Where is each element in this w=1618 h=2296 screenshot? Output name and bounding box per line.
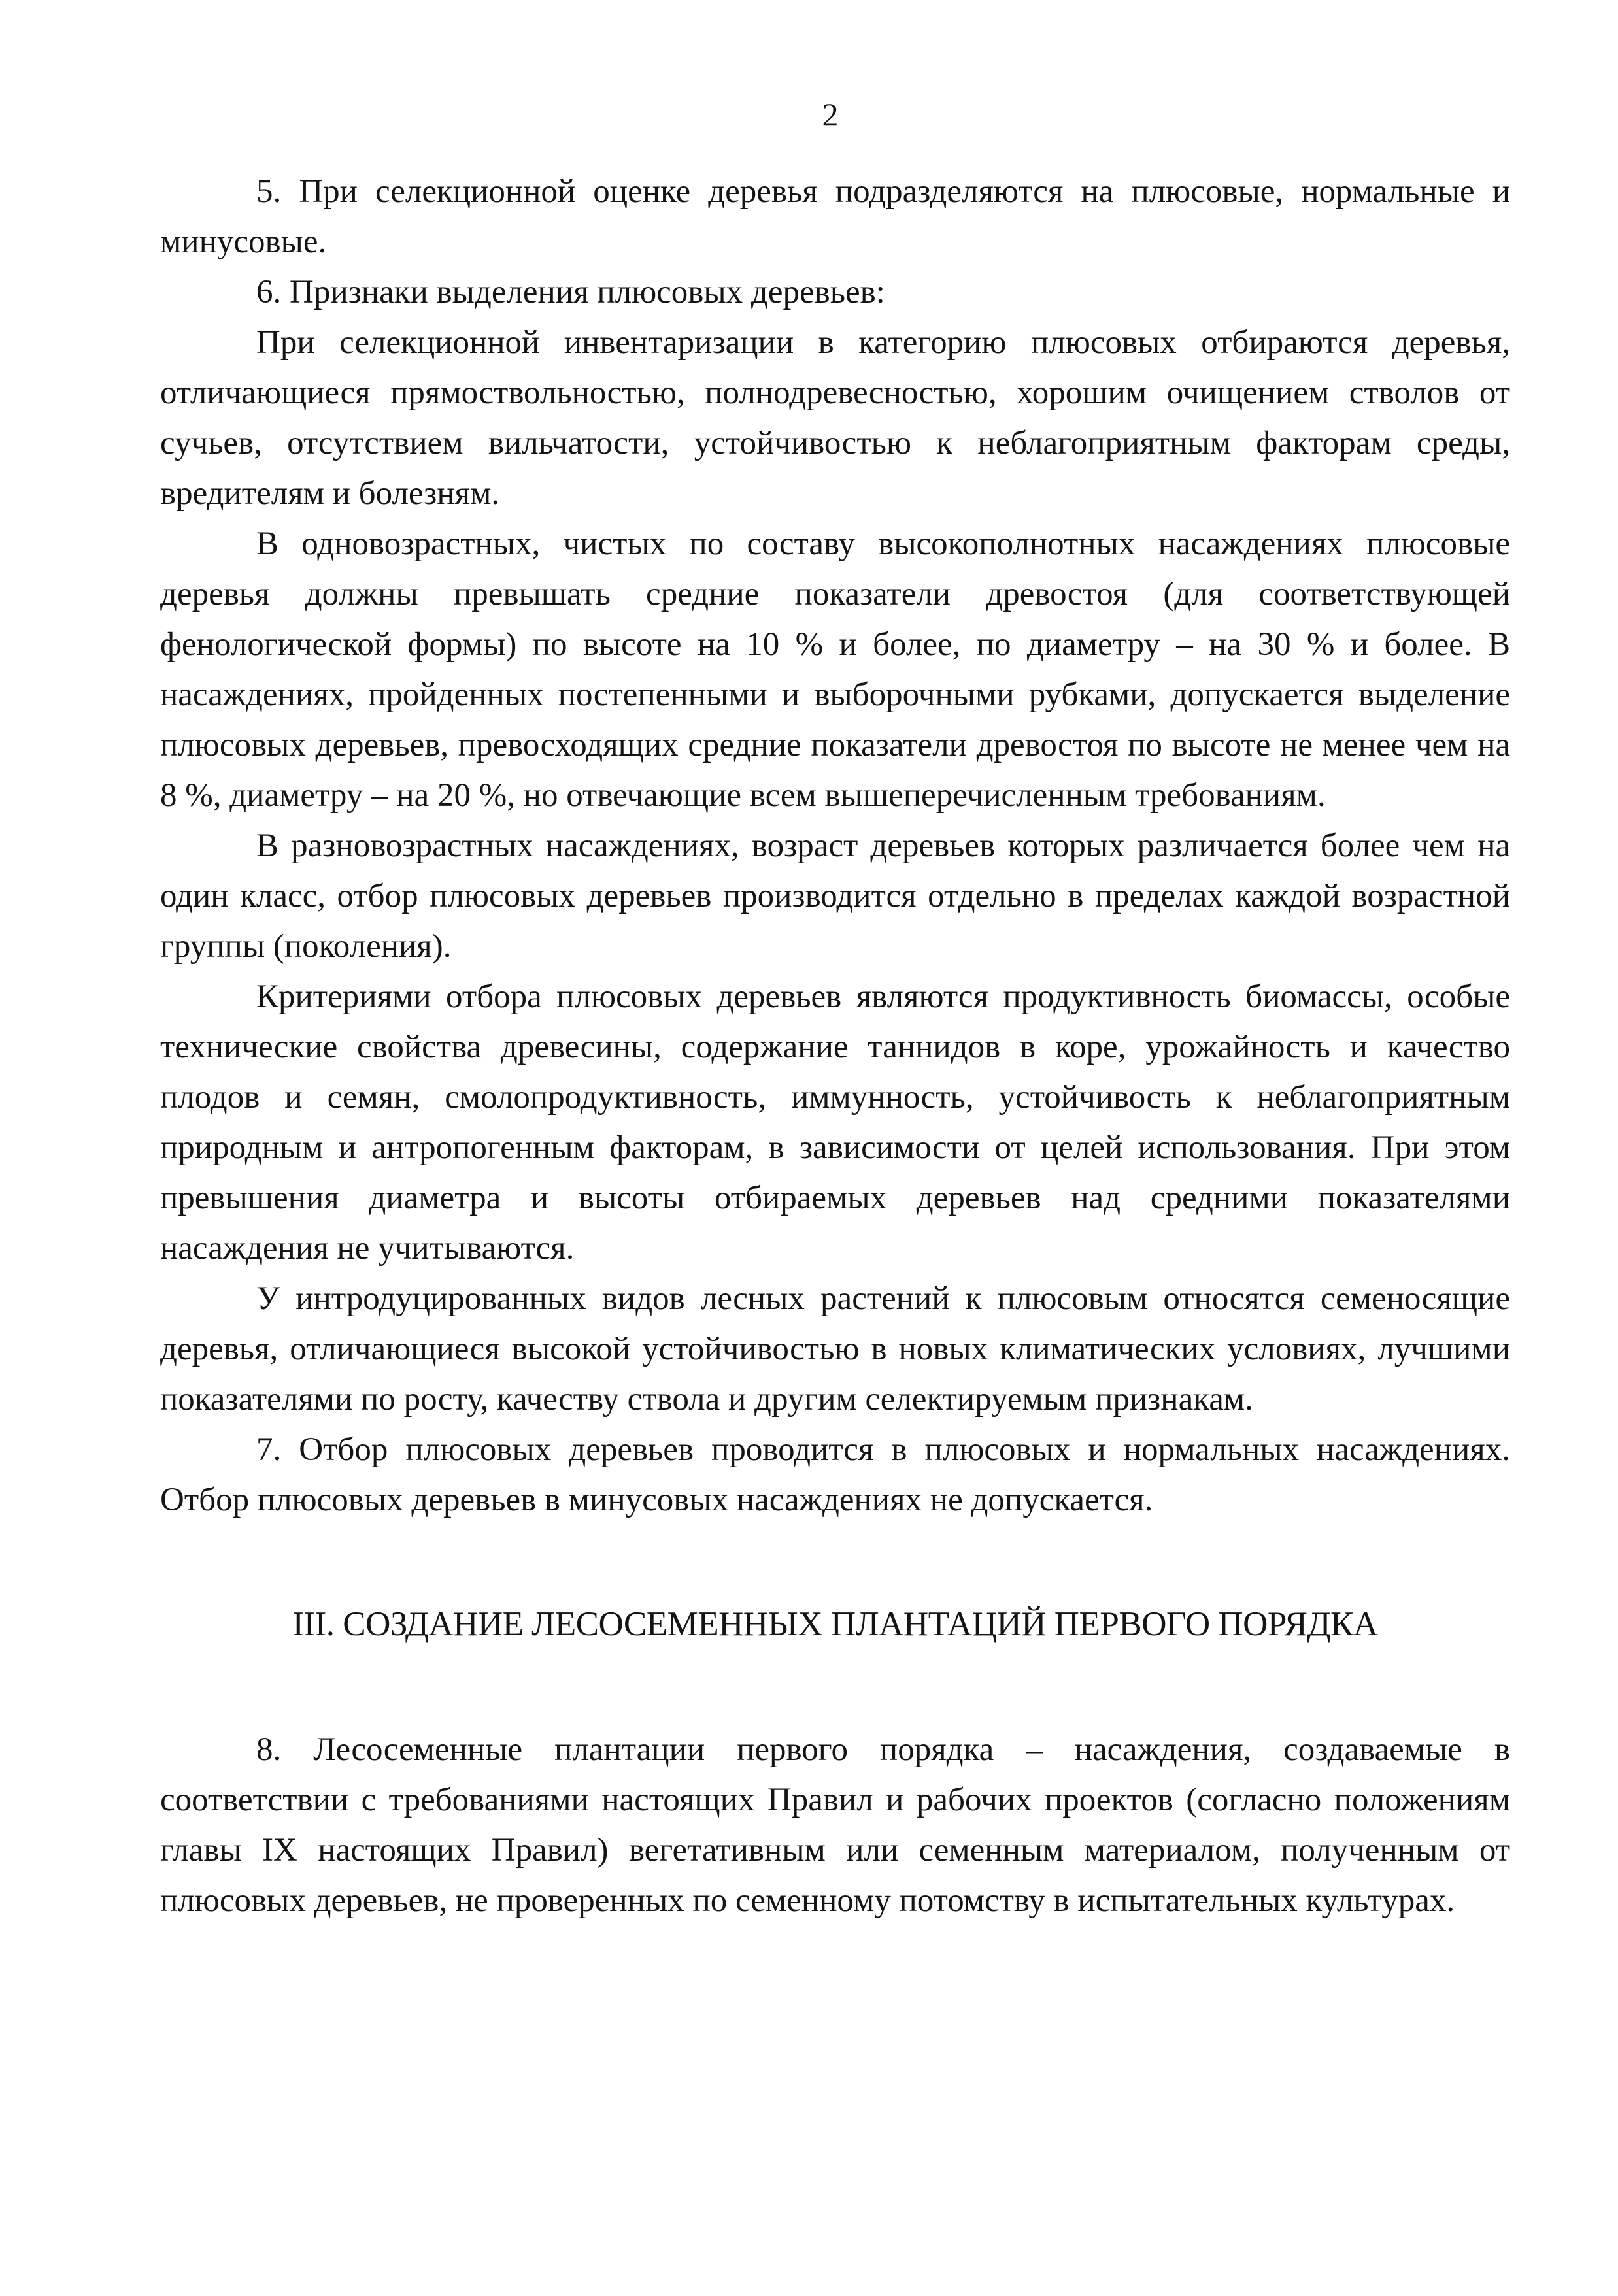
paragraph-plus-tree-criteria: При селекционной инвентаризации в категорию плюсовых отбираются деревья, отличающиеся прямоствольностью, полнодревесностью, хорошим очищением стволов от сучьев, отсутствием вильчатости, устойчивостью к неблагоприятным факторам среды, вредителям и болезням. — [160, 324, 1510, 512]
section-heading: III. СОЗДАНИЕ ЛЕСОСЕМЕННЫХ ПЛАНТАЦИЙ ПЕРВОГО ПОРЯДКА — [292, 1605, 1378, 1643]
paragraph-item-7: 7. Отбор плюсовых деревьев проводится в плюсовых и нормальных насаждениях. Отбор плюсовых деревьев в минусовых насаждениях не допускается. — [160, 1431, 1510, 1518]
document-body — [160, 167, 1510, 1926]
paragraph-item-5: 5. При селекционной оценке деревья подразделяются на плюсовые, нормальные и минусовые. — [160, 173, 1510, 260]
paragraph-selection-criteria: Критериями отбора плюсовых деревьев являются продуктивность биомассы, особые технические свойства древесины, содержание таннидов в коре, урожайность и качество плодов и семян, смолопродуктивность, иммунность, устойчивость к неблагоприятным природным и антропогенным факторам, в зависимости от целей использования. При этом превышения диаметра и высоты отбираемых деревьев над средними показателями насаждения не учитываются. — [160, 978, 1510, 1267]
paragraph-introduced-species: У интродуцированных видов лесных растений к плюсовым относятся семеносящие деревья, отличающиеся высокой устойчивостью в новых климатических условиях, лучшими показателями по росту, качеству ствола и другим селектируемым признакам. — [160, 1280, 1510, 1418]
paragraph-item-8: 8. Лесосеменные плантации первого порядка – насаждения, создаваемые в соответствии с требованиями настоящих Правил и рабочих проектов (согласно положениям главы IX настоящих Правил) вегетативным или семенным материалом, полученным от плюсовых деревьев, не проверенных по семенному потомству в испытательных культурах. — [160, 1731, 1510, 1919]
paragraph-item-6-heading: 6. Признаки выделения плюсовых деревьев: — [256, 274, 885, 310]
paragraph-even-aged-stands: В одновозрастных, чистых по составу высокополнотных насаждениях плюсовые деревья должны превышать средние показатели древостоя (для соответствующей фенологической формы) по высоте на 10 % и более, по диаметру – на 30 % и более. В насаждениях, пройденных постепенными и выборочными рубками, допускается выделение плюсовых деревьев, превосходящих средние показатели древостоя по высоте не менее чем на 8 %, диаметру – на 20 %, но отвечающие всем вышеперечисленным требованиям. — [160, 525, 1510, 814]
page-number: 2 — [822, 96, 839, 133]
paragraph-uneven-aged-stands: В разновозрастных насаждениях, возраст деревьев которых различается более чем на один класс, отбор плюсовых деревьев производится отдельно в пределах каждой возрастной группы (поколения). — [160, 827, 1510, 965]
